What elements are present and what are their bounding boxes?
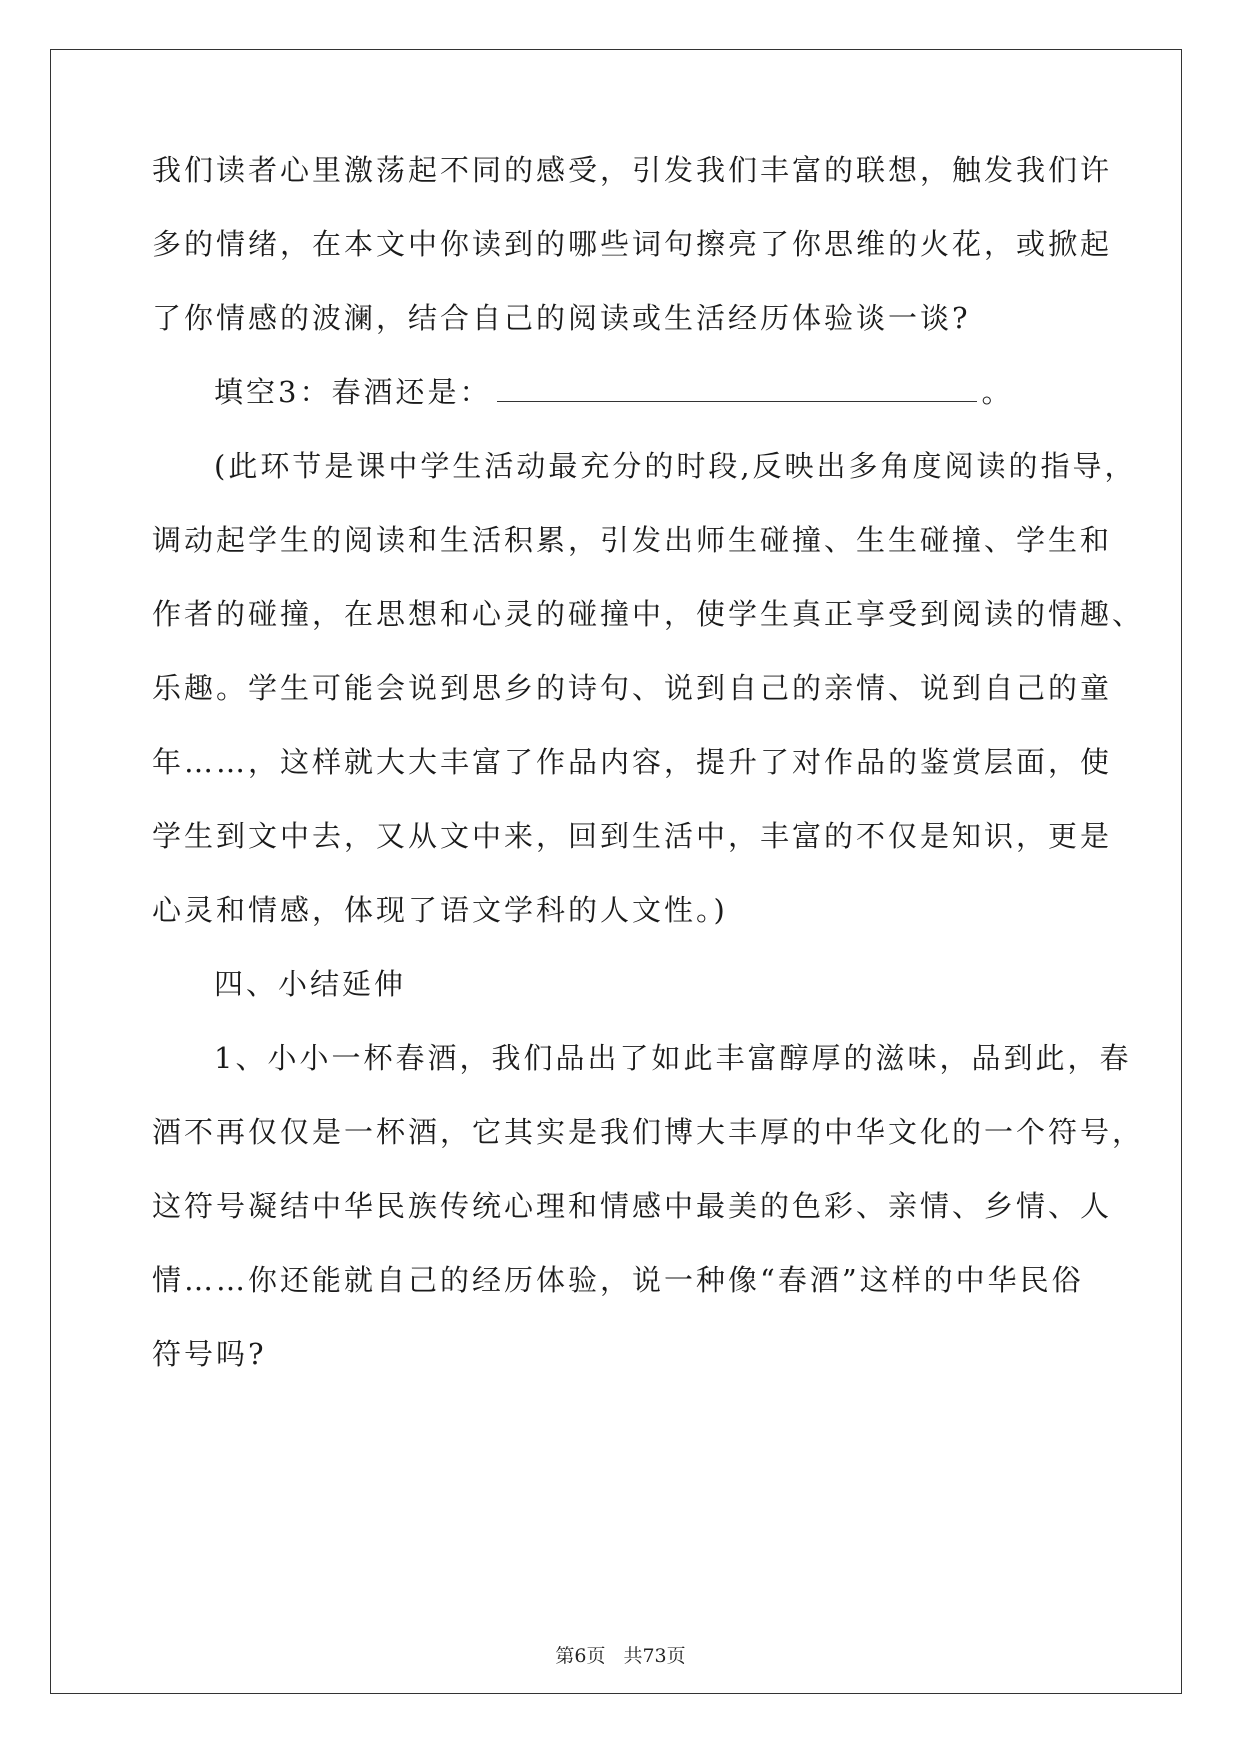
text-line: 乐趣。学生可能会说到思乡的诗句、说到自己的亲情、说到自己的童 xyxy=(152,671,1113,705)
text-line: 情……你还能就自己的经历体验，说一种像“春酒”这样的中华民俗 xyxy=(152,1263,1084,1297)
text-line: 酒不再仅仅是一杯酒，它其实是我们博大丰厚的中华文化的一个符号， xyxy=(152,1115,1145,1149)
fill-blank-line xyxy=(214,372,1013,412)
text-line: 学生到文中去，又从文中来，回到生活中，丰富的不仅是知识，更是 xyxy=(152,819,1113,853)
text-line: 了你情感的波澜，结合自己的阅读或生活经历体验谈一谈? xyxy=(152,301,971,335)
page-border xyxy=(50,49,1182,1694)
text-line: 1、小小一杯春酒，我们品出了如此丰富醇厚的滋味，品到此，春 xyxy=(214,1041,1132,1075)
total-pages: 73 xyxy=(642,1645,667,1667)
fill-blank-prefix: 填空3：春酒还是： xyxy=(214,375,492,409)
page-number: 6 xyxy=(574,1645,587,1667)
total-suffix: 页 xyxy=(666,1645,686,1667)
page-label-prefix: 第 xyxy=(555,1645,575,1667)
text-line: 调动起学生的阅读和生活积累，引发出师生碰撞、生生碰撞、学生和 xyxy=(152,523,1113,557)
answer-blank[interactable] xyxy=(497,373,977,402)
section-heading: 四、小结延伸 xyxy=(214,967,407,1001)
text-line: 作者的碰撞，在思想和心灵的碰撞中，使学生真正享受到阅读的情趣、 xyxy=(152,597,1145,631)
text-line: 年……，这样就大大丰富了作品内容，提升了对作品的鉴赏层面，使 xyxy=(152,745,1113,779)
fill-blank-suffix: 。 xyxy=(981,375,1014,409)
total-prefix: 共 xyxy=(623,1645,643,1667)
text-line: 心灵和情感，体现了语文学科的人文性。) xyxy=(152,893,728,927)
page-footer xyxy=(0,1641,1241,1668)
page-label-suffix: 页 xyxy=(586,1645,606,1667)
text-line: (此环节是课中学生活动最充分的时段,反映出多角度阅读的指导， xyxy=(214,449,1137,483)
text-line: 我们读者心里激荡起不同的感受，引发我们丰富的联想，触发我们许 xyxy=(152,153,1113,187)
text-line: 这符号凝结中华民族传统心理和情感中最美的色彩、亲情、乡情、人 xyxy=(152,1189,1113,1223)
text-line: 符号吗? xyxy=(152,1337,267,1371)
text-line: 多的情绪，在本文中你读到的哪些词句擦亮了你思维的火花，或掀起 xyxy=(152,227,1113,261)
